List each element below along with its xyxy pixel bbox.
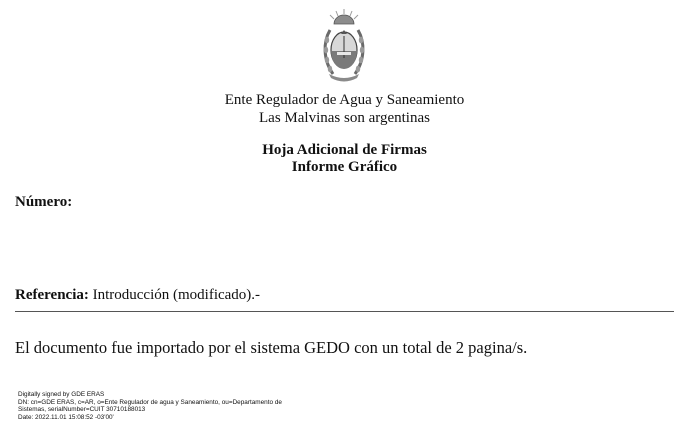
document-title xyxy=(0,142,689,176)
argentina-coat-of-arms-icon xyxy=(321,8,367,86)
header-block xyxy=(0,91,689,127)
motto-text: Las Malvinas son argentinas xyxy=(259,110,430,126)
digital-signature-block xyxy=(18,391,338,421)
title-line-1: Hoja Adicional de Firmas xyxy=(262,142,427,158)
signature-line-2: DN: cn=GDE ERAS, c=AR, o=Ente Regulador de agua y Saneamiento, ou=Departamento de xyxy=(18,398,282,406)
signature-line-3: Sistemas, serialNumber=CUIT 30710188013 xyxy=(18,406,146,414)
referencia-field xyxy=(15,287,260,304)
body-paragraph: El documento fue importado por el sistema GEDO con un total de 2 pagina/s. xyxy=(15,338,528,357)
signature-line-4: Date: 2022.11.01 15:08:52 -03'00' xyxy=(18,413,114,421)
title-line-2: Informe Gráfico xyxy=(291,159,398,175)
numero-field xyxy=(15,194,72,211)
referencia-value: Introducción (modificado).- xyxy=(92,287,261,303)
organization-name: Ente Regulador de Agua y Saneamiento xyxy=(224,92,465,108)
horizontal-divider xyxy=(15,311,674,312)
referencia-label: Referencia: xyxy=(15,287,89,303)
numero-label: Número: xyxy=(15,194,73,210)
signature-line-1: Digitally signed by GDE ERAS xyxy=(18,391,105,398)
